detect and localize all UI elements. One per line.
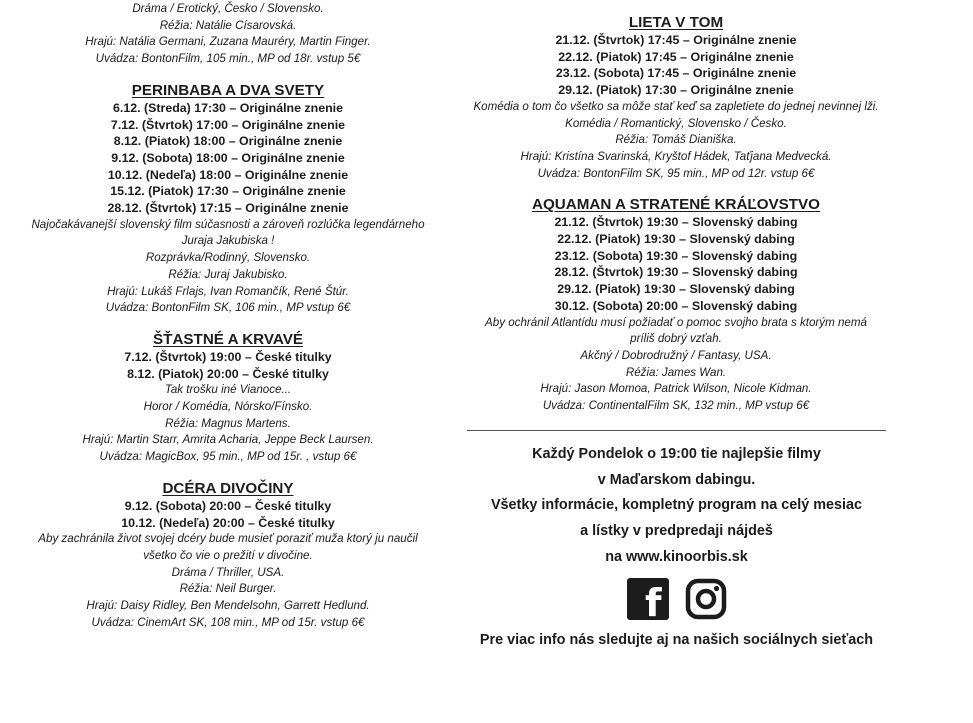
- info-line: príliš dobrý vzťah.: [630, 332, 722, 346]
- movie-title: PERINBABA A DVA SVETY: [131, 81, 325, 99]
- info-line: Horor / Komédia, Nórsko/Fínsko.: [143, 400, 313, 414]
- info-line: Uvádza: BontonFilm, 105 min., MP od 18r. vstup 5€: [95, 52, 361, 66]
- movie-title: AQUAMAN A STRATENÉ KRÁĽOVSTVO: [532, 196, 820, 214]
- footer-line: v Maďarskom dabingu.: [597, 471, 756, 488]
- info-line: Akčný / Dobrodružný / Fantasy, USA.: [580, 348, 772, 362]
- social-follow-text: Pre viac info nás sledujte aj na našich sociálnych sieťach: [479, 631, 874, 648]
- footer-line: Všetky informácie, kompletný program na celý mesiac: [490, 497, 863, 514]
- info-line: Dráma / Erotický, Česko / Slovensko.: [132, 2, 324, 15]
- facebook-icon[interactable]: f: [627, 578, 669, 620]
- showtime: 15.12. (Piatok) 17:30 – Originálne znenie: [110, 184, 346, 199]
- showtime: 9.12. (Sobota) 18:00 – Originálne znenie: [111, 150, 345, 165]
- footer-line: a lístky v predpredaji nájdeš: [580, 523, 773, 540]
- info-line: Réžia: Neil Burger.: [179, 582, 277, 596]
- instagram-icon[interactable]: [685, 578, 727, 620]
- info-line: Uvádza: CinemArt SK, 108 min., MP od 15r. vstup 6€: [91, 615, 365, 629]
- left-column: [6, 1, 450, 632]
- info-line: Aby zachránila život svojej dcéry bude musieť poraziť muža ktorý ju naučil: [38, 532, 418, 546]
- showtime: 29.12. (Piatok) 19:30 – Slovenský dabing: [557, 282, 795, 297]
- movie-title: ŠŤASTNÉ A KRVAVÉ: [153, 330, 303, 348]
- showtime: 21.12. (Štvrtok) 19:30 – Slovenský dabing: [554, 215, 798, 230]
- info-line: Hrajú: Jason Momoa, Patrick Wilson, Nicole Kidman.: [540, 382, 812, 396]
- showtime: 28.12. (Štvrtok) 19:30 – Slovenský dabing: [554, 265, 798, 280]
- info-line: Hrajú: Kristína Svarinská, Kryštof Hádek, Taťjana Medvecká.: [520, 149, 832, 163]
- showtime: 8.12. (Piatok) 20:00 – České titulky: [127, 366, 329, 381]
- movie-title: LIETA V TOM: [628, 14, 724, 31]
- movie-block-perinbaba: [6, 82, 450, 317]
- movie-block-lieta-v-tom: [462, 14, 890, 182]
- info-line: Hrajú: Daisy Ridley, Ben Mendelsohn, Garrett Hedlund.: [86, 599, 370, 613]
- showtime: 30.12. (Sobota) 20:00 – Slovenský dabing: [554, 298, 798, 313]
- divider: [467, 430, 886, 431]
- info-line: Tak trošku iné Vianoce...: [164, 383, 292, 397]
- showtime: 22.12. (Piatok) 17:45 – Originálne znenie: [558, 49, 794, 64]
- footer-info: [467, 442, 886, 653]
- info-line: Réžia: Magnus Martens.: [165, 416, 291, 430]
- movie-block-stastne-a-krvave: [6, 331, 450, 466]
- showtime: 29.12. (Piatok) 17:30 – Originálne znenie: [558, 83, 794, 98]
- info-line: Najočakávanejší slovenský film súčasnosti a zároveň rozlúčka legendárneho: [31, 217, 425, 231]
- showtime: 28.12. (Štvrtok) 17:15 – Originálne znenie: [107, 201, 349, 216]
- info-line: Hrajú: Lukáš Frlajs, Ivan Romančík, René Štúr.: [107, 284, 349, 298]
- showtime: 8.12. (Piatok) 18:00 – Originálne znenie: [113, 134, 343, 149]
- showtime: 23.12. (Sobota) 19:30 – Slovenský dabing: [554, 248, 798, 263]
- info-line: Réžia: James Wan.: [625, 365, 727, 379]
- info-line: Uvádza: MagicBox, 95 min., MP od 15r. , vstup 6€: [99, 450, 357, 464]
- right-column: [462, 14, 890, 415]
- info-line: Réžia: Juraj Jakubisko.: [168, 267, 288, 281]
- info-line: Dráma / Thriller, USA.: [171, 565, 285, 579]
- info-line: Hrajú: Martin Starr, Amrita Acharia, Jeppe Beck Laursen.: [82, 433, 374, 447]
- showtime: 21.12. (Štvrtok) 17:45 – Originálne znenie: [555, 33, 797, 47]
- info-line: Aby ochránil Atlantídu musí požiadať o pomoc svojho brata s ktorým nemá: [485, 315, 867, 329]
- info-line: Komédia o tom čo všetko sa môže stať keď sa zapletiete do jednej nevinnej lži.: [473, 99, 879, 113]
- showtime: 6.12. (Streda) 17:30 – Originálne znenie: [112, 100, 343, 115]
- showtime: 9.12. (Sobota) 20:00 – České titulky: [124, 498, 332, 513]
- movie-title: DCÉRA DIVOČINY: [162, 479, 294, 497]
- info-line: Komédia / Romantický, Slovensko / Česko.: [565, 116, 787, 130]
- movie-block-dcera-divociny: [6, 480, 450, 632]
- movie-block-aquaman: [462, 196, 890, 414]
- info-line: Uvádza: BontonFilm SK, 106 min., MP vstup 6€: [105, 301, 351, 315]
- showtime: 7.12. (Štvrtok) 17:00 – Originálne znenie: [110, 117, 346, 132]
- social-icons: [467, 578, 886, 625]
- info-line: Réžia: Tomáš Dianiška.: [615, 133, 737, 147]
- info-line: Rozprávka/Rodinný, Slovensko.: [145, 251, 311, 265]
- showtime: 10.12. (Nedeľa) 18:00 – Originálne znenie: [107, 167, 349, 182]
- info-line: Juraja Jakubiska !: [181, 234, 275, 248]
- showtime: 23.12. (Sobota) 17:45 – Originálne znenie: [555, 66, 797, 81]
- showtime: 7.12. (Štvrtok) 19:00 – České titulky: [124, 349, 332, 364]
- showtime: 22.12. (Piatok) 19:30 – Slovenský dabing: [557, 232, 795, 247]
- info-line: všetko čo vie o prežití v divočine.: [143, 548, 313, 562]
- website-line: na www.kinoorbis.sk: [605, 548, 748, 565]
- info-line: Réžia: Natálie Císarovská.: [159, 18, 297, 32]
- footer-line: Každý Pondelok o 19:00 tie najlepšie filmy: [532, 446, 821, 462]
- info-line: Uvádza: ContinentalFilm SK, 132 min., MP vstup 6€: [542, 399, 810, 413]
- info-line: Hrajú: Natália Germani, Zuzana Mauréry, Martin Finger.: [85, 35, 371, 49]
- info-line: Uvádza: BontonFilm SK, 95 min., MP od 12r. vstup 6€: [537, 166, 815, 180]
- showtime: 10.12. (Nedeľa) 20:00 – České titulky: [121, 515, 335, 530]
